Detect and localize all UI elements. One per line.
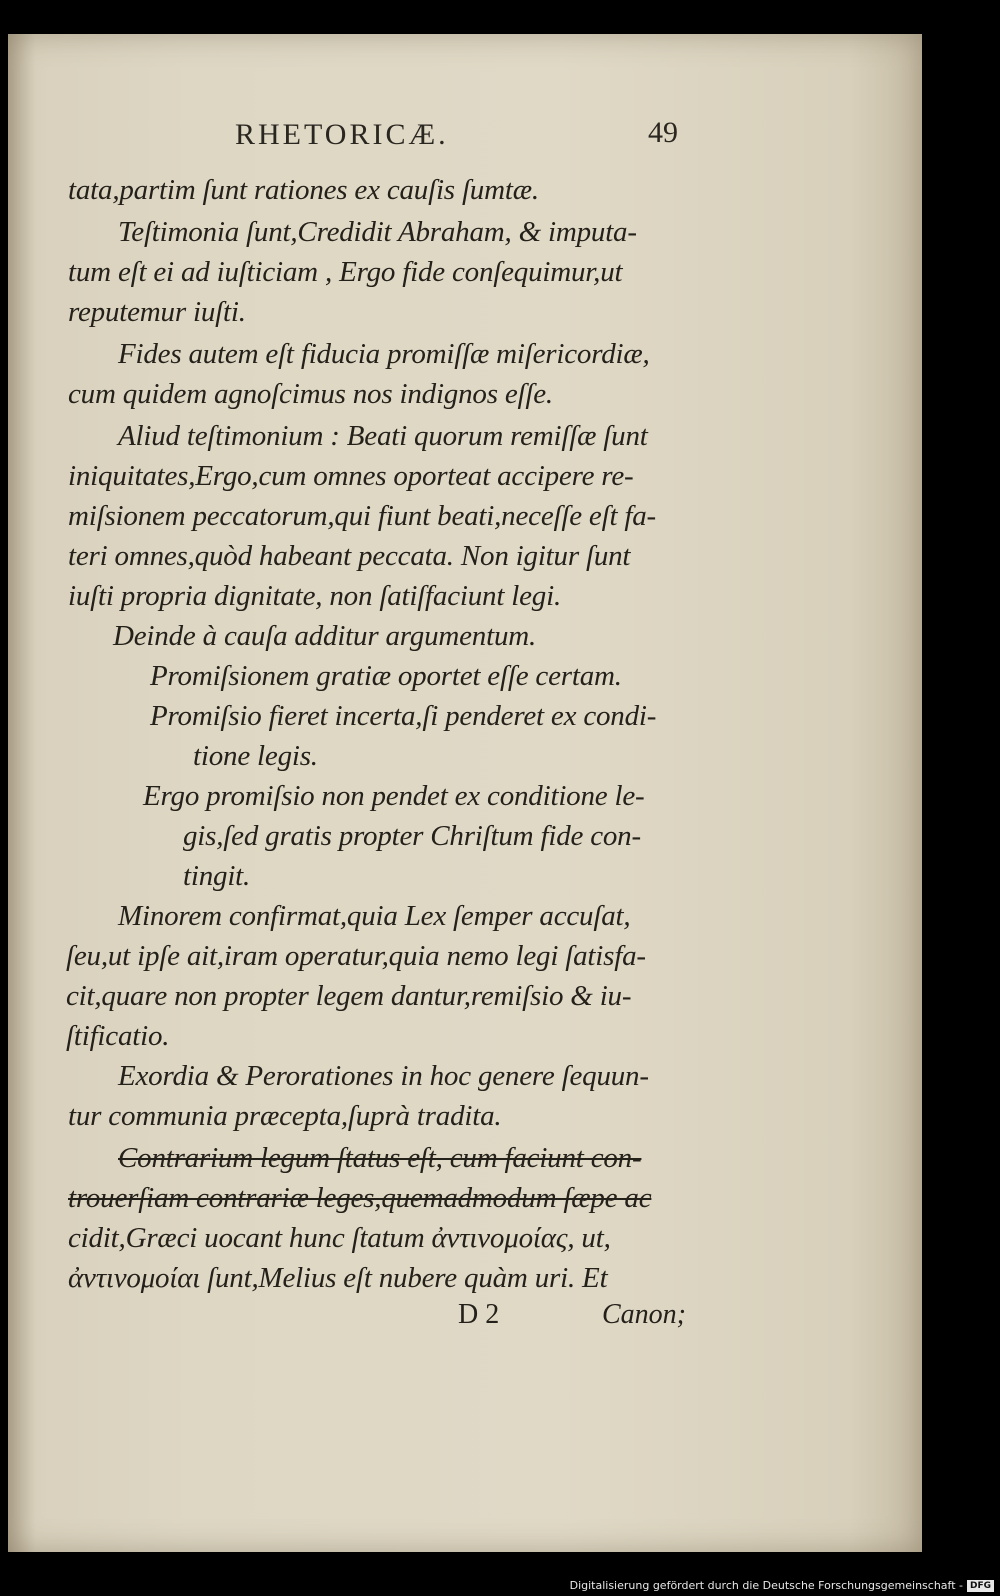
- signature-mark: D 2: [458, 1299, 500, 1330]
- text-line: miſsionem peccatorum,qui fiunt beati,neceſſe eſt fa-: [68, 500, 656, 532]
- catchword: Canon;: [602, 1299, 686, 1330]
- book-page: [8, 34, 922, 1552]
- text-line: reputemur iuſti.: [68, 296, 246, 328]
- text-line: Fides autem eſt fiducia promiſſæ miſericordiæ,: [118, 338, 650, 370]
- running-head: RHETORICÆ.: [235, 118, 449, 151]
- text-line: tum eſt ei ad iuſticiam , Ergo fide conſequimur,ut: [68, 256, 623, 288]
- page-header: [8, 118, 922, 158]
- text-line: tione legis.: [193, 740, 318, 772]
- text-line: Minorem confirmat,quia Lex ſemper accuſat,: [118, 900, 631, 932]
- text-line: Exordia & Perorationes in hoc genere ſequun-: [118, 1060, 649, 1092]
- text-line: tingit.: [183, 860, 251, 892]
- text-line: teri omnes,quòd habeant peccata. Non igitur ſunt: [68, 540, 631, 572]
- text-line: cidit,Græci uocant hunc ſtatum ἀντινομοίας, ut,: [68, 1222, 611, 1254]
- digitization-credit: [570, 1579, 994, 1592]
- text-line: cit,quare non propter legem dantur,remiſsio & iu-: [66, 980, 632, 1012]
- text-line-struck: trouerſiam contrariæ leges,quemadmodum ſæpe ac: [68, 1182, 652, 1214]
- text-line-struck: Contrarium legum ſtatus eſt, cum faciunt con-: [118, 1142, 642, 1174]
- dfg-logo: DFG: [967, 1580, 994, 1592]
- page-number: 49: [648, 116, 678, 149]
- text-line: ſeu,ut ipſe ait,iram operatur,quia nemo legi ſatisfa-: [66, 940, 646, 972]
- text-line: iniquitates,Ergo,cum omnes oporteat accipere re-: [68, 460, 634, 492]
- text-line: Aliud teſtimonium : Beati quorum remiſſæ ſunt: [118, 420, 648, 452]
- text-line: gis,ſed gratis propter Chriſtum fide con-: [183, 820, 641, 852]
- text-line: ſtificatio.: [66, 1020, 170, 1052]
- text-line: cum quidem agnoſcimus nos indignos eſſe.: [68, 378, 553, 410]
- text-line: ἀντινομοίαι ſunt,Melius eſt nubere quàm uri. Et: [68, 1262, 608, 1294]
- text-line: Promiſsionem gratiæ oportet eſſe certam.: [150, 660, 622, 692]
- text-line: Ergo promiſsio non pendet ex conditione le-: [143, 780, 645, 812]
- credit-text: Digitalisierung gefördert durch die Deutsche Forschungsgemeinschaft -: [569, 1579, 963, 1592]
- text-line: Teſtimonia ſunt,Credidit Abraham, & imputa-: [118, 216, 637, 248]
- text-line: Deinde à cauſa additur argumentum.: [113, 620, 537, 652]
- text-line: iuſti propria dignitate, non ſatiſfaciunt legi.: [68, 580, 561, 612]
- text-line: Promiſsio fieret incerta,ſi penderet ex condi-: [150, 700, 657, 732]
- text-line: tur communia præcepta,ſuprà tradita.: [68, 1100, 502, 1132]
- text-line: tata,partim ſunt rationes ex cauſis ſumtæ.: [68, 174, 539, 206]
